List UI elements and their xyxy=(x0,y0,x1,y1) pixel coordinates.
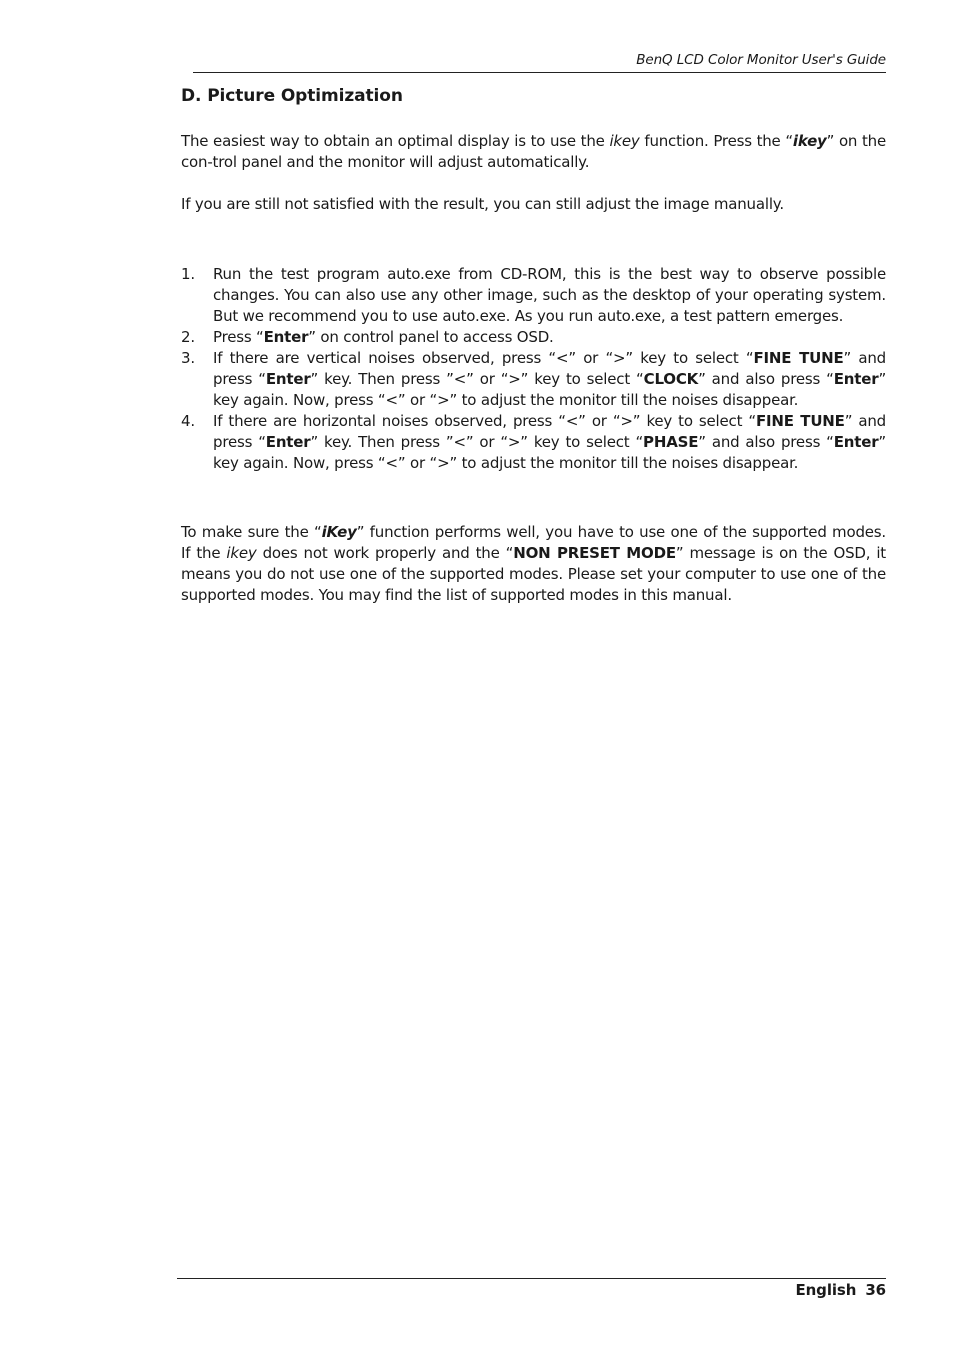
list-item xyxy=(181,264,886,327)
section-title: D. Picture Optimization xyxy=(181,86,403,106)
step-text-part: ” and also press “ xyxy=(698,370,834,388)
header-divider xyxy=(193,72,886,73)
step-text xyxy=(213,327,886,348)
key-term: Enter xyxy=(265,433,311,451)
key-term: Enter xyxy=(263,328,309,346)
step-text-part: If there are vertical noises observed, press “<” or “>” key to select “ xyxy=(213,349,754,367)
step-text-part: Press “ xyxy=(213,328,264,346)
step-text-part: Run the test program auto.exe from CD-ROM, this is the best way to observe possible changes. You can also use any other image, such as the desktop of your operating system. But we recommend you to use auto.exe. As you run auto.exe, a test pattern emerges. xyxy=(213,265,886,325)
step-text-part: ” and press “ xyxy=(213,412,886,451)
step-text-part: ” key. Then press ”<” or “>” key to select “ xyxy=(310,433,644,451)
step-text xyxy=(213,411,886,474)
list-item xyxy=(181,411,886,474)
key-term: CLOCK xyxy=(643,370,699,388)
key-term: PHASE xyxy=(643,433,699,451)
step-text-part: ” key. Then press ”<” or “>” key to select “ xyxy=(310,370,644,388)
step-text-part: If there are horizontal noises observed, press “<” or “>” key to select “ xyxy=(213,412,756,430)
step-number: 1. xyxy=(181,265,195,283)
step-number: 3. xyxy=(181,349,195,367)
note-text: ” function performs well, you have to use one of the supported modes. If the xyxy=(181,523,886,562)
manual-adjust-paragraph: If you are still not satisfied with the result, you can still adjust the image manually. xyxy=(181,195,784,213)
intro-text: function. Press the “ xyxy=(639,132,793,150)
step-text xyxy=(213,348,886,411)
key-term: FINE TUNE xyxy=(753,349,844,367)
intro-text: ” on the con-trol panel and the monitor will adjust automatically. xyxy=(181,132,886,171)
key-term: Enter xyxy=(833,433,879,451)
footer-divider xyxy=(177,1278,886,1279)
note-text: To make sure the “ xyxy=(181,523,322,541)
note-text: ” message is on the OSD, it means you do not use one of the supported modes. Please set your computer to use one of the supported modes. You may find the list of supported modes in this manual. xyxy=(181,544,886,604)
intro-paragraph xyxy=(181,131,886,173)
ikey-term: ikey xyxy=(226,544,257,562)
key-term: Enter xyxy=(833,370,879,388)
key-term: Enter xyxy=(265,370,311,388)
steps-list xyxy=(181,264,886,474)
intro-text: The easiest way to obtain an optimal display is to use the xyxy=(181,132,610,150)
note-text: does not work properly and the “ xyxy=(256,544,514,562)
step-number: 2. xyxy=(181,328,195,346)
step-text-part: ” and also press “ xyxy=(698,433,834,451)
step-text-part: ” key again. Now, press “<” or “>” to adjust the monitor till the noises disappear. xyxy=(213,370,887,409)
step-text-part: ” and press “ xyxy=(213,349,887,388)
list-item xyxy=(181,327,886,348)
key-term: NON PRESET MODE xyxy=(513,544,676,562)
step-text-part: ” on control panel to access OSD. xyxy=(308,328,554,346)
footer-language: English xyxy=(795,1281,857,1299)
supported-modes-note xyxy=(181,522,886,606)
step-text xyxy=(213,264,886,327)
ikey-term: ikey xyxy=(792,132,827,150)
key-term: FINE TUNE xyxy=(755,412,845,430)
step-number: 4. xyxy=(181,412,195,430)
page-footer xyxy=(795,1281,886,1299)
list-item xyxy=(181,348,886,411)
ikey-term: ikey xyxy=(609,132,640,150)
step-text-part: ” key again. Now, press “<” or “>” to adjust the monitor till the noises disappear. xyxy=(213,433,886,472)
page-number: 36 xyxy=(865,1281,886,1299)
ikey-term: iKey xyxy=(321,523,357,541)
running-header: BenQ LCD Color Monitor User's Guide xyxy=(636,52,886,68)
